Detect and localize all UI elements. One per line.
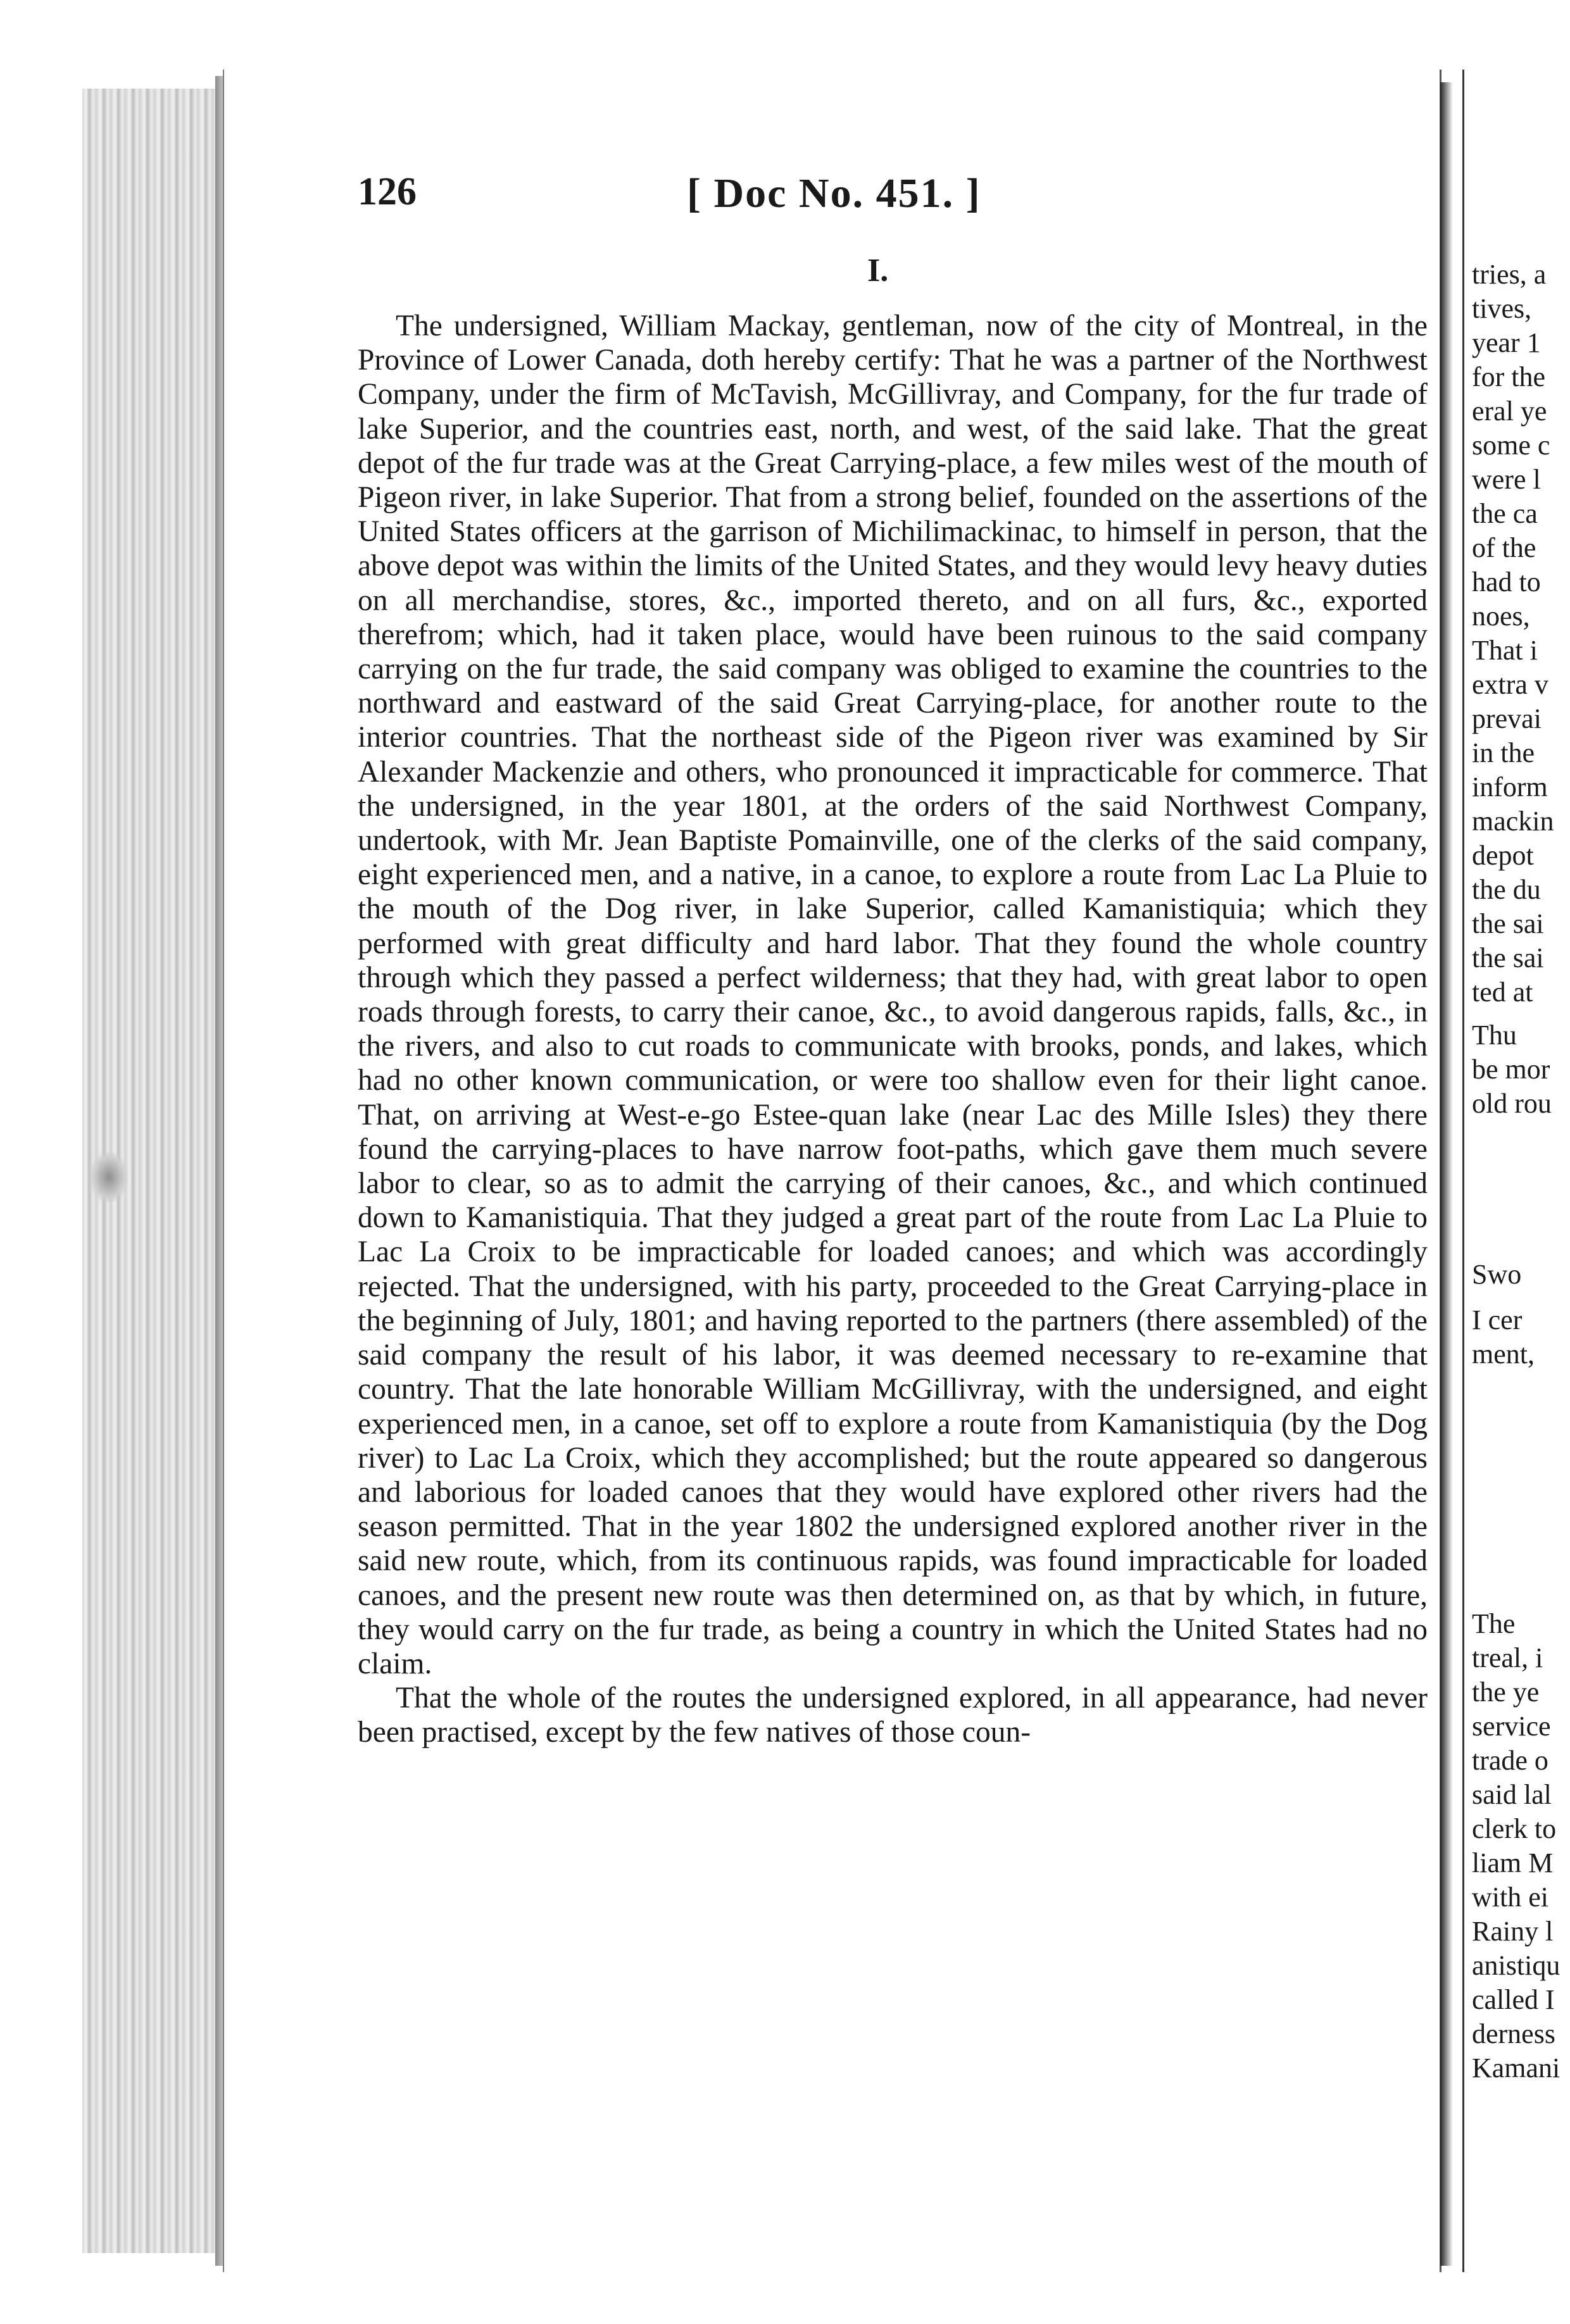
fragment-line: be mor <box>1472 1054 1550 1085</box>
fragment-line: Kamani <box>1472 2052 1561 2083</box>
page-edge-shadow <box>1440 82 1453 2266</box>
page-header <box>358 170 1428 220</box>
fragment-line: year 1 <box>1472 327 1541 358</box>
adjacent-page-fragment <box>1462 70 1570 2272</box>
fragment-line: tives, <box>1472 293 1532 324</box>
fragment-line: old rou <box>1472 1088 1552 1119</box>
fragment-line: treal, i <box>1472 1642 1543 1673</box>
fragment-line: of the <box>1472 532 1536 563</box>
fragment-line: prevai <box>1472 703 1542 734</box>
fragment-line: the ca <box>1472 498 1538 529</box>
fragment-line: with ei <box>1472 1882 1548 1913</box>
fragment-line: Swo <box>1472 1259 1522 1290</box>
fragment-line: derness <box>1472 2018 1555 2049</box>
paragraph: The undersigned, William Mackay, gentleman, now of the city of Montreal, in the Province of Lower Canada, doth hereby certify: That he was a partner of the Northwest Company, under the firm of McTavish, McGillivray, and Company, for the fur trade of lake Superior, and the countries east, north, and west, of the said lake. That the great depot of the fur trade was at the Great Carrying-place, a few miles west of the mouth of Pigeon river, in lake Superior. That from a strong belief, founded on the assertions of the United States officers at the garrison of Michilimackinac, to himself in person, that the above depot was within the limits of the United States, and they would levy heavy duties on all merchandise, stores, &c., imported thereto, and on all furs, &c., exported therefrom; which, had it taken place, would have been ruinous to the said company carrying on the fur trade, the said company was obliged to examine the countries to the northward and eastward of the said Great Carrying-place, for another route to the interior countries. That the northeast side of the Pigeon river was examined by Sir Alexander Mackenzie and others, who pronounced it impracticable for commerce. That the undersigned, in the year 1801, at the orders of the said Northwest Company, undertook, with Mr. Jean Baptiste Pomainville, one of the clerks of the said company, eight experienced men, and a native, in a canoe, to explore a route from Lac La Pluie to the mouth of the Dog river, in lake Superior, called Kamanistiquia; which they performed with great difficulty and hard labor. That they found the whole country through which they passed a perfect wilderness; that they had, with great labor to open roads through forests, to carry their canoe, &c., to avoid dangerous rapids, falls, &c., in the rivers, and also to cut roads to communicate with brooks, ponds, and lakes, which had no other known communication, or were too shallow even for their light canoe. That, on arriving at West-e-go Estee-quan lake (near Lac des Mille Isles) they there found the carrying-places to have narrow foot-paths, which gave them much severe labor to clear, so as to admit the carrying of their canoes, &c., and which continued down to Kamanistiquia. That they judged a great part of the route from Lac La Pluie to Lac La Croix to be impracticable for loaded canoes; and which was accordingly rejected. That the undersigned, with his party, proceeded to the Great Carrying-place in the beginning of July, 1801; and having reported to the partners (there assembled) of the said company the result of his labor, it was deemed necessary to re-examine that country. That the late honorable William McGillivray, with the undersigned, and eight experienced men, in a canoe, set off to explore a route from Kamanistiquia (by the Dog river) to Lac La Croix, which they accomplished; but the route appeared so dangerous and laborious for loaded canoes that they would have explored other rivers had the season permitted. That in the year 1802 the undersigned explored another river in the said new route, which, from its continuous rapids, was found impracticable for loaded canoes, and the present new route was then determined on, as that by which, in future, they would carry on the fur trade, as being a country in which the United States had no claim. <box>358 309 1428 1680</box>
fragment-line: noes, <box>1472 601 1530 632</box>
fragment-line: inform <box>1472 772 1548 803</box>
fragment-line: Rainy l <box>1472 1916 1554 1947</box>
fragment-line: mackin <box>1472 806 1554 837</box>
fragment-line: I cer <box>1472 1304 1523 1335</box>
fragment-line: clerk to <box>1472 1813 1557 1844</box>
fragment-line: were l <box>1472 464 1541 495</box>
fragment-line: the sai <box>1472 942 1544 973</box>
fragment-line: service <box>1472 1711 1551 1742</box>
body-text <box>358 309 1428 1750</box>
page-number: 126 <box>358 170 417 213</box>
section-title: I. <box>867 253 889 289</box>
fragment-line: extra v <box>1472 669 1548 700</box>
fragment-line: The <box>1472 1608 1516 1639</box>
fragment-line: had to <box>1472 566 1541 597</box>
fragment-line: anistiqu <box>1472 1950 1561 1981</box>
fragment-line: the du <box>1472 874 1541 905</box>
fragment-line: the sai <box>1472 908 1544 939</box>
fragment-line: trade o <box>1472 1745 1548 1776</box>
fragment-line: eral ye <box>1472 396 1547 427</box>
fragment-line: for the <box>1472 361 1546 392</box>
fragment-line: Thu <box>1472 1020 1517 1051</box>
fragment-line: called I <box>1472 1984 1555 2015</box>
fragment-line: tries, a <box>1472 259 1547 290</box>
paragraph: That the whole of the routes the undersigned explored, in all appearance, had never been practised, except by the few natives of those coun- <box>358 1682 1428 1749</box>
fragment-line: depot <box>1472 840 1534 871</box>
page-smudge <box>90 1152 128 1203</box>
fragment-line: ment, <box>1472 1339 1535 1370</box>
fragment-line: liam M <box>1472 1847 1554 1878</box>
fragment-line: ted at <box>1472 977 1533 1008</box>
fragment-line: in the <box>1472 737 1535 768</box>
fragment-line: some c <box>1472 430 1550 461</box>
fragment-line: said lal <box>1472 1779 1552 1810</box>
fragment-line: the ye <box>1472 1677 1540 1708</box>
document-reference: [ Doc No. 451. ] <box>687 170 981 216</box>
fragment-line: That i <box>1472 635 1538 666</box>
